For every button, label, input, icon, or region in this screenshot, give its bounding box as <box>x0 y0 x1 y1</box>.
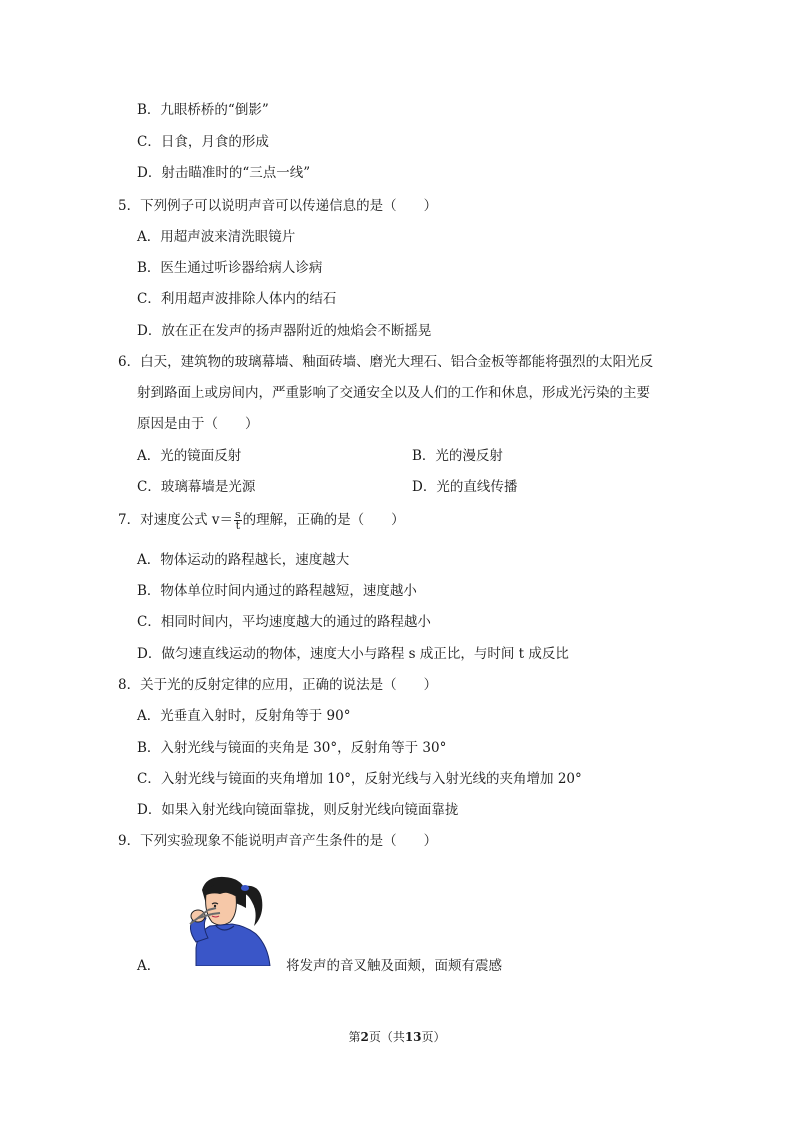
tuning-fork-girl-illustration <box>176 872 274 966</box>
fraction-denominator: t <box>235 519 241 532</box>
question-5-stem: 5．下列例子可以说明声音可以传递信息的是（ ） <box>118 198 438 214</box>
page-number: 2 <box>360 1030 369 1044</box>
q7-option-a: A．物体运动的路程越长，速度越大 <box>137 552 350 568</box>
question-8-stem: 8．关于光的反射定律的应用，正确的说法是（ ） <box>118 677 438 693</box>
footer-suffix: 页） <box>421 1030 446 1044</box>
total-pages: 13 <box>404 1030 422 1044</box>
question-9-stem: 9．下列实验现象不能说明声音产生条件的是（ ） <box>118 833 438 849</box>
q7-option-c: C．相同时间内，平均速度越大的通过的路程越小 <box>137 614 431 630</box>
q9-option-a-text: 将发声的音叉触及面颊，面颊有震感 <box>286 958 502 974</box>
q5-option-c: C．利用超声波排除人体内的结石 <box>137 291 337 307</box>
q7-option-d: D．做匀速直线运动的物体，速度大小与路程 s 成正比，与时间 t 成反比 <box>137 646 569 662</box>
q5-option-a: A．用超声波来清洗眼镜片 <box>137 229 296 245</box>
q8-option-a: A．光垂直入射时，反射角等于 90° <box>137 708 351 724</box>
question-6-line-1: 6．白天，建筑物的玻璃幕墙、釉面砖墙、磨光大理石、铝合金板等都能将强烈的太阳光反 <box>118 354 654 370</box>
question-7-stem <box>118 510 405 531</box>
q8-option-d: D．如果入射光线向镜面靠拢，则反射光线向镜面靠拢 <box>137 802 459 818</box>
q9-option-a-label: A． <box>137 958 161 974</box>
q7-option-b: B．物体单位时间内通过的路程越短，速度越小 <box>137 583 417 599</box>
option-c: C．日食，月食的形成 <box>137 134 269 150</box>
q6-option-d: D．光的直线传播 <box>412 479 518 495</box>
q6-option-a: A．光的镜面反射 <box>137 448 242 464</box>
q6-option-c: C．玻璃幕墙是光源 <box>137 479 256 495</box>
q8-option-c: C．入射光线与镜面的夹角增加 10°，反射光线与入射光线的夹角增加 20° <box>137 771 582 787</box>
q5-option-d: D．放在正在发声的扬声器附近的烛焰会不断摇晃 <box>137 323 432 339</box>
q5-option-b: B．医生通过听诊器给病人诊病 <box>137 260 323 276</box>
question-7-stem-pre: 7．对速度公式 v＝ <box>118 512 234 528</box>
fraction-numerator: s <box>235 508 241 521</box>
velocity-fraction <box>234 510 242 531</box>
q6-option-b: B．光的漫反射 <box>412 448 503 464</box>
option-b: B．九眼桥桥的“倒影” <box>137 102 269 118</box>
question-7-stem-post: 的理解，正确的是（ ） <box>242 512 405 528</box>
question-6-line-3: 原因是由于（ ） <box>137 416 259 432</box>
footer-prefix: 第 <box>348 1030 361 1044</box>
page-footer <box>0 1028 794 1045</box>
question-6-line-2: 射到路面上或房间内，严重影响了交通安全以及人们的工作和休息，形成光污染的主要 <box>137 385 650 401</box>
option-d: D．射击瞄准时的“三点一线” <box>137 165 311 181</box>
q8-option-b: B．入射光线与镜面的夹角是 30°，反射角等于 30° <box>137 740 447 756</box>
footer-middle: 页（共 <box>368 1030 405 1044</box>
